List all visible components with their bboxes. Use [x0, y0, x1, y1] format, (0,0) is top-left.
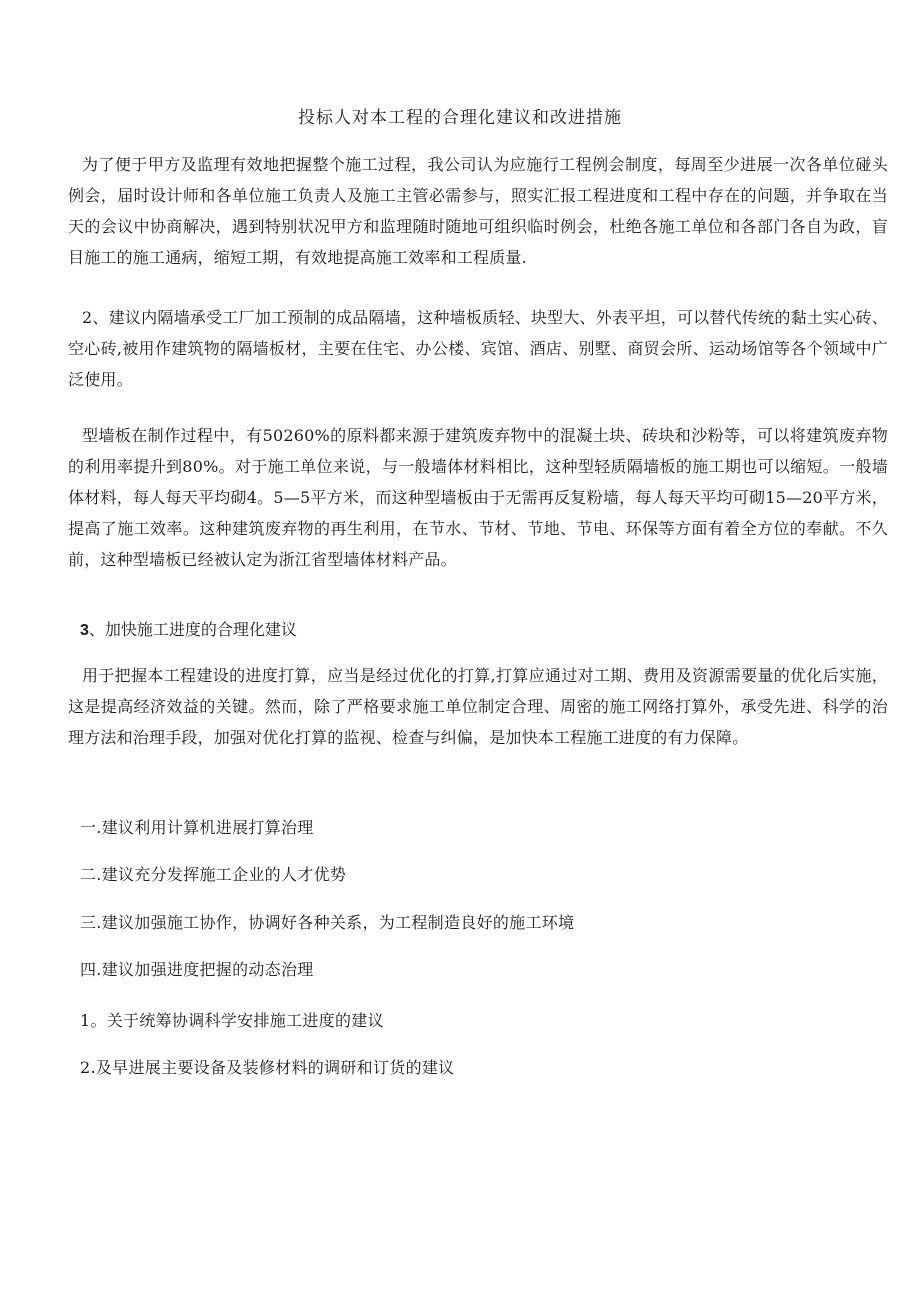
paragraph-partition-wall: 2、建议内隔墙承受工厂加工预制的成品隔墙，这种墙板质轻、块型大、外表平坦，可以替代传统的黏土实心砖、空心砖,被用作建筑物的隔墙板材，主要在住宅、办公楼、宾馆、酒店、别墅、商贸会所、运动场馆等各个领域中广泛使用。: [68, 308, 888, 389]
list-item: 一.建议利用计算机进展打算治理: [80, 818, 314, 837]
paragraph-schedule-plan: 用于把握本工程建设的进度打算，应当是经过优化的打算,打算应通过对工期、费用及资源需要量的优化后实施，这是提高经济效益的关键。然而，除了严格要求施工单位制定合理、周密的施工网络打算外，承受先进、科学的治理方法和治理手段，加强对优化打算的监视、检查与纠偏，是加快本工程施工进度的有力保障。: [68, 666, 888, 747]
paragraph-wall-panel-materials: 型墙板在制作过程中，有50260%的原料都来源于建筑废弃物中的混凝土块、砖块和沙粉等，可以将建筑废弃物的利用率提升到80%。对于施工单位来说，与一般墙体材料相比，这种型轻质隔墙板的施工期也可以缩短。一般墙体材料，每人每天平均砌4。5—5平方米，而这种型墙板由于无需再反复粉墙，每人每天平均可砌15—20平方米，提高了施工效率。这种建筑废弃物的再生利用，在节水、节材、节地、节电、环保等方面有着全方位的奉献。不久前，这种型墙板已经被认定为浙江省型墙体材料产品。: [68, 426, 888, 569]
list-item: 二.建议充分发挥施工企业的人才优势: [80, 865, 347, 884]
section-heading-schedule: [80, 615, 297, 646]
list-item: 三.建议加强施工协作，协调好各种关系，为工程制造良好的施工环境: [80, 913, 575, 932]
list-item: 2.及早进展主要设备及装修材料的调研和订货的建议: [80, 1058, 455, 1077]
section-heading-text: 、加快施工进度的合理化建议: [88, 620, 297, 639]
list-item: 四.建议加强进度把握的动态治理: [80, 960, 314, 979]
section-number: 3: [80, 622, 89, 639]
list-item: 1。关于统筹协调科学安排施工进度的建议: [80, 1011, 384, 1030]
document-title: 投标人对本工程的合理化建议和改进措施: [298, 108, 622, 128]
paragraph-meeting-system: 为了便于甲方及监理有效地把握整个施工过程，我公司认为应施行工程例会制度，每周至少进展一次各单位碰头例会，届时设计师和各单位施工负责人及施工主管必需参与，照实汇报工程进度和工程中存在的问题，并争取在当天的会议中协商解决，遇到特别状况甲方和监理随时随地可组织临时例会，杜绝各施工单位和各部门各自为政，盲目施工的施工通病，缩短工期，有效地提高施工效率和工程质量.: [68, 155, 888, 267]
